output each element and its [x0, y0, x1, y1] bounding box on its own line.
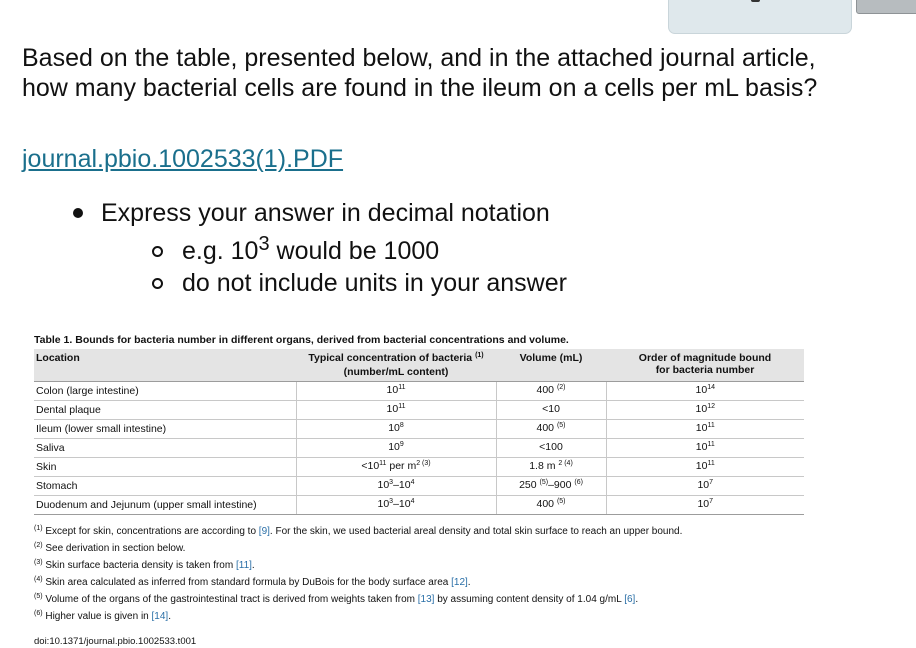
footnote: $^{(5)}$ Volume of the organs of the gastrointestinal tract is derived from weights taken from [13] by assuming content density of 1.04 g/mL [6].: [34, 593, 639, 605]
table-doi: doi:10.1371/journal.pbio.1002533.t001: [34, 636, 197, 647]
header-order: Order of magnitude bound for bacteria number: [606, 349, 804, 382]
header-concentration: Typical concentration of bacteria $^{(1)}$ (number/mL content): [296, 349, 496, 382]
cell-concentration: $<10^{11}$ per $m^{2 (3)}$: [296, 458, 496, 477]
cell-volume: 400 $^{(5)}$: [496, 496, 606, 515]
cell-order: $10^{14}$: [606, 382, 804, 401]
table-row: [34, 458, 804, 477]
cell-order: $10^{12}$: [606, 401, 804, 420]
bacteria-table-figure: [34, 333, 804, 648]
reference-link[interactable]: [9]: [258, 526, 270, 537]
footnote: $^{(6)}$ Higher value is given in [14].: [34, 610, 171, 622]
cell-order: $10^7$: [606, 496, 804, 515]
cell-location: Colon (large intestine): [34, 382, 296, 401]
footnote: $^{(4)}$ Skin area calculated as inferred from standard formula by DuBois for the body surface area [12].: [34, 576, 471, 588]
cell-concentration: $10^3-10^4$: [296, 496, 496, 515]
table-row: [34, 439, 804, 458]
pdf-attachment-link[interactable]: journal.pbio.1002533(1).PDF: [22, 145, 344, 173]
table-row: [34, 401, 804, 420]
footnote: $^{(3)}$ Skin surface bacteria density is taken from [11].: [34, 559, 255, 571]
cell-concentration: $10^{11}$: [296, 382, 496, 401]
cell-concentration: $10^8$: [296, 420, 496, 439]
cell-location: Duodenum and Jejunum (upper small intestine): [34, 496, 296, 515]
question-text: Based on the table, presented below, and in the attached journal article, how many bacterial cells are found in the ileum on a cells per mL basis?: [22, 44, 818, 102]
cell-order: $10^7$: [606, 477, 804, 496]
cell-volume: <100: [496, 439, 606, 458]
cell-location: Stomach: [34, 477, 296, 496]
reference-link[interactable]: [14]: [151, 611, 169, 622]
reference-link[interactable]: [6]: [624, 594, 636, 605]
cell-location: Skin: [34, 458, 296, 477]
footnote: $^{(1)}$ Except for skin, concentrations are according to [9]. For the skin, we used bacterial areal density and total skin surface to reach an upper bound.: [34, 525, 683, 537]
cell-concentration: $10^{11}$: [296, 401, 496, 420]
table-row: [34, 496, 804, 515]
example-exponent: 3: [258, 233, 270, 255]
cell-order: $10^{11}$: [606, 420, 804, 439]
instruction-main: Express your answer in decimal notation: [101, 199, 550, 227]
cell-volume: 400 $^{(5)}$: [496, 420, 606, 439]
table-footnotes: [34, 524, 804, 626]
units-note: do not include units in your answer: [182, 269, 567, 297]
cell-location: Saliva: [34, 439, 296, 458]
bullet-icon: [73, 208, 83, 218]
header-location: Location: [34, 349, 296, 382]
bacteria-table: [34, 349, 804, 515]
cell-location: Dental plaque: [34, 401, 296, 420]
header-volume: Volume (mL): [496, 349, 606, 382]
cell-concentration: $10^3-10^4$: [296, 477, 496, 496]
reference-link[interactable]: [11]: [235, 560, 252, 571]
top-right-button[interactable]: [856, 0, 916, 14]
table-row: [34, 382, 804, 401]
cell-concentration: $10^9$: [296, 439, 496, 458]
cell-order: $10^{11}$: [606, 458, 804, 477]
cell-volume: 250 $^{(5)}$–900 $^{(6)}$: [496, 477, 606, 496]
panel-marker: [751, 0, 760, 2]
sub-bullet-icon: [152, 278, 163, 289]
cell-volume: <10: [496, 401, 606, 420]
example-prefix: e.g. 10: [182, 237, 259, 265]
sub-bullet-icon: [152, 246, 163, 257]
top-panel: [668, 0, 852, 34]
table-row: [34, 420, 804, 439]
reference-link[interactable]: [12]: [451, 577, 468, 588]
cell-volume: 1.8 m $^{2 (4)}$: [496, 458, 606, 477]
cell-volume: 400 $^{(2)}$: [496, 382, 606, 401]
example-suffix: would be 1000: [269, 237, 440, 265]
table-caption: Table 1. Bounds for bacteria number in different organs, derived from bacterial concentrations and volume.: [34, 334, 569, 346]
cell-order: $10^{11}$: [606, 439, 804, 458]
reference-link[interactable]: [13]: [417, 594, 435, 605]
cell-location: Ileum (lower small intestine): [34, 420, 296, 439]
table-row: [34, 477, 804, 496]
footnote: $^{(2)}$ See derivation in section below.: [34, 542, 186, 554]
table-header-row: [34, 349, 804, 382]
